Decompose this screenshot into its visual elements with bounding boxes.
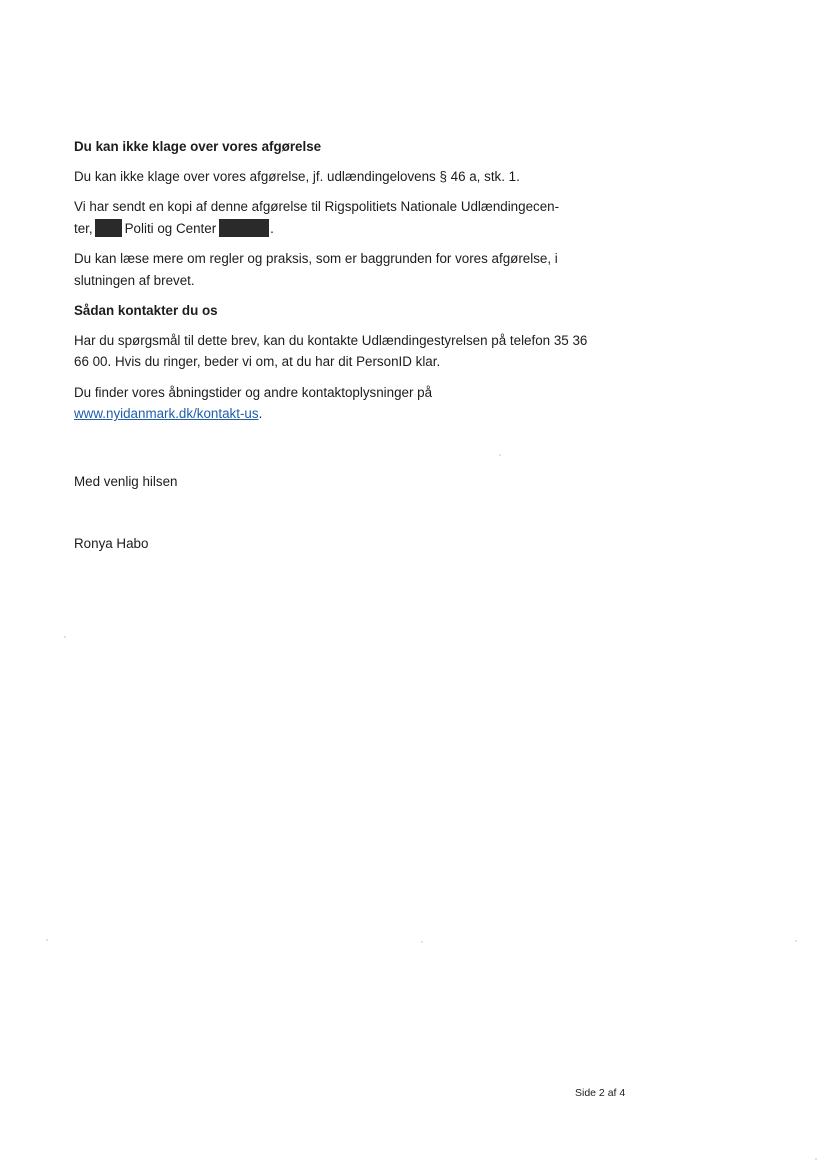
redaction-block	[219, 219, 269, 237]
opening-hours-end: .	[258, 406, 263, 421]
copy-sent-line2-end: .	[270, 220, 274, 236]
page-number: Side 2 af 4	[575, 1087, 626, 1099]
section-heading-contact: Sådan kontakter du os	[74, 303, 218, 318]
scan-speck	[64, 636, 66, 638]
scan-speck	[795, 940, 797, 942]
copy-sent-line2-start: ter,	[74, 220, 93, 236]
signature-name: Ronya Habo	[74, 536, 149, 551]
opening-hours-text: Du finder vores åbningstider og andre kontaktoplysninger på	[74, 384, 433, 400]
copy-sent-line1: Vi har sendt en kopi af denne afgørelse til Rigspolitiets Nationale Udlændingecen-	[74, 199, 560, 214]
contact-link[interactable]: www.nyidanmark.dk/kontakt-us	[74, 406, 259, 421]
no-appeal-paragraph: Du kan ikke klage over vores afgørelse, jf. udlændingelovens § 46 a, stk. 1.	[74, 168, 520, 184]
section-heading-appeal: Du kan ikke klage over vores afgørelse	[74, 139, 322, 154]
contact-phone-paragraph: Har du spørgsmål til dette brev, kan du kontakte Udlændingestyrelsen på telefon 35 36 66 00. Hvis du ringer, beder vi om, at du har dit PersonID klar.	[74, 332, 588, 369]
rules-practice-paragraph: Du kan læse mere om regler og praksis, som er baggrunden for vores afgørelse, i slutningen af brevet.	[74, 251, 558, 288]
scan-speck	[499, 454, 501, 456]
opening-hours-paragraph	[74, 382, 594, 425]
scan-speck	[46, 939, 48, 941]
scan-speck	[815, 1158, 817, 1160]
copy-sent-line2-middle: Politi og Center	[124, 220, 217, 236]
letter-body	[74, 136, 594, 425]
scan-speck	[421, 941, 423, 943]
copy-sent-paragraph	[74, 196, 594, 239]
closing-greeting: Med venlig hilsen	[74, 474, 178, 489]
redaction-block	[95, 219, 122, 237]
